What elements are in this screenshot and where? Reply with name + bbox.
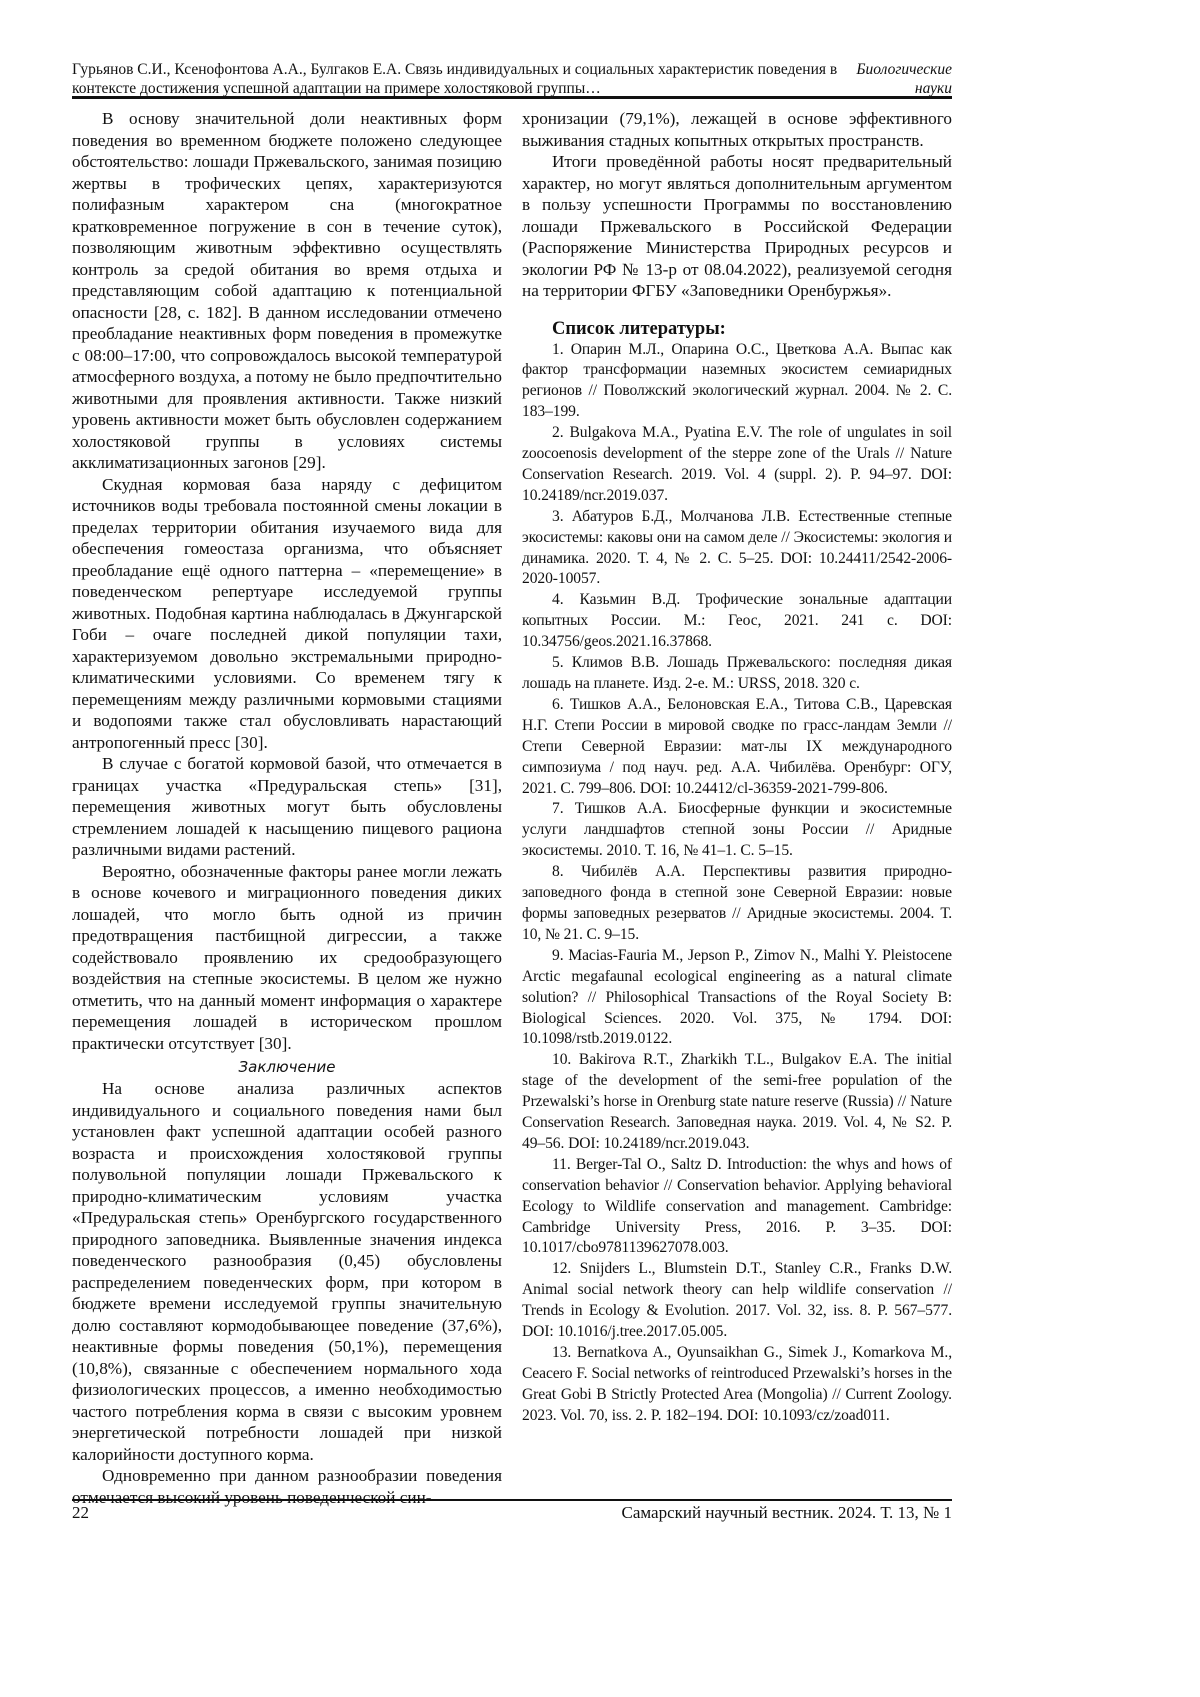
- reference-item: 10. Bakirova R.T., Zharkikh T.L., Bulgakov E.A. The initial stage of the development of the semi-free population of the Przewalski’s horse in Orenburg state nature reserve (Russia) // Nature Conservation Research. Заповедная наука. 2019. Vol. 4, № S2. P. 49–56. DOI: 10.24189/ncr.2019.043.: [522, 1050, 952, 1155]
- body-paragraph: Скудная кормовая база наряду с дефицитом источников воды требовала постоянной смены локации в пределах территории обитания изучаемого вида для обеспечения гомеостаза организма, что объясняет преобладание ещё одного паттерна – «перемещение» в поведенческом репертуаре исследуемой группы животных. Подобная картина наблюдалась в Джунгарской Гоби – очаге последней дикой популяции тахи, характеризуемом довольно экстремальными природно-климатическими условиями. Со временем тягу к перемещениям между различными кормовыми стациями и водопоями также стал обусловливать нарастающий антропогенный пресс [30].: [72, 474, 502, 754]
- body-paragraph: В случае с богатой кормовой базой, что отмечается в границах участка «Предуральская степь» [31], перемещения животных могут быть обусловлены стремлением лошадей к насыщению пищевого рациона различными видами растений.: [72, 753, 502, 861]
- references-heading: Список литературы:: [552, 318, 952, 340]
- page-number: 22: [72, 1503, 89, 1523]
- body-paragraph: На основе анализа различных аспектов индивидуального и социального поведения нами был установлен факт успешной адаптации особей разного возраста и происхождения холостяковой группы полувольной популяции лошади Пржевальского к природно-климатическим условиям участка «Предуральская степь» Оренбургского государственного природного заповедника. Выявленные значения индекса поведенческого разнообразия (0,45) обусловлены распределением поведенческих форм, при котором в бюджете времени исследуемой группы значительную долю составляют кормодобывающее поведение (37,6%), неактивные формы поведения (50,1%), перемещения (10,8%), связанные с обеспечением нормального хода физиологических процессов, а именно необходимостью частого потребления корма в связи с высоким уровнем энергетической потребности лошадей при низкой калорийности доступного корма.: [72, 1078, 502, 1465]
- footer-rule: [72, 1499, 952, 1501]
- references-list: [522, 340, 952, 1427]
- header-section: Биологические науки: [832, 60, 952, 98]
- reference-item: 6. Тишков А.А., Белоновская Е.А., Титова С.В., Царевская Н.Г. Степи России в мировой сводке по грасс-ландам Земли // Степи Северной Евразии: мат-лы IX международного симпозиума / под науч. ред. А.А. Чибилёва. Оренбург: ОГУ, 2021. С. 799–806. DOI: 10.24412/cl-36359-2021-799-806.: [522, 695, 952, 800]
- reference-item: 13. Bernatkova A., Oyunsaikhan G., Simek J., Komarkova M., Ceacero F. Social networks of reintroduced Przewalski’s horses in the Great Gobi B Strictly Protected Area (Mongolia) // Current Zoology. 2023. Vol. 70, iss. 2. P. 182–194. DOI: 10.1093/cz/zoad011.: [522, 1343, 952, 1427]
- right-column: [522, 108, 952, 1427]
- body-paragraph: Одновременно при данном разнообразии поведения отмечается высокий уровень поведенческой син-: [72, 1465, 502, 1508]
- reference-item: 5. Климов В.В. Лошадь Пржевальского: последняя дикая лошадь на планете. Изд. 2-е. М.: URSS, 2018. 320 с.: [522, 653, 952, 695]
- reference-item: 11. Berger-Tal O., Saltz D. Introduction: the whys and hows of conservation behavior // Conservation behavior. Applying behavioral Ecology to Wildlife conservation and management. Cambridge: Cambridge University Press, 2016. P. 3–35. DOI: 10.1017/cbo9781139627078.003.: [522, 1155, 952, 1260]
- reference-item: 1. Опарин М.Л., Опарина О.С., Цветкова А.А. Выпас как фактор трансформации наземных экосистем семиаридных регионов // Поволжский экологический журнал. 2004. № 2. С. 183–199.: [522, 340, 952, 424]
- body-paragraph: хронизации (79,1%), лежащей в основе эффективного выживания стадных копытных открытых пространств.: [522, 108, 952, 151]
- reference-item: 4. Казьмин В.Д. Трофические зональные адаптации копытных России. М.: Геос, 2021. 241 с. DOI: 10.34756/geos.2021.16.37868.: [522, 590, 952, 653]
- header-rule: [72, 96, 952, 99]
- journal-info: Самарский научный вестник. 2024. Т. 13, № 1: [622, 1503, 953, 1523]
- reference-item: 7. Тишков А.А. Биосферные функции и экосистемные услуги ландшафтов степной зоны России // Аридные экосистемы. 2010. Т. 16, № 41–1. С. 5–15.: [522, 799, 952, 862]
- body-paragraph: В основу значительной доли неактивных форм поведения во временном бюджете положено следующее обстоятельство: лошади Пржевальского, занимая позицию жертвы в трофических цепях, характеризуются полифазным характером сна (многократное кратковременное погружение в сон в течение суток), позволяющим животным эффективно осуществлять контроль за средой обитания во время отдыха и представляющим собой адаптацию к потенциальной опасности [28, с. 182]. В данном исследовании отмечено преобладание неактивных форм поведения в промежутке с 08:00–17:00, что сопровождалось высокой температурой атмосферного воздуха, а потому не было предпочтительно животными для проявления активности. Также низкий уровень активности может быть обусловлен содержанием холостяковой группы в условиях системы акклиматизационных загонов [29].: [72, 108, 502, 474]
- body-paragraph: Вероятно, обозначенные факторы ранее могли лежать в основе кочевого и миграционного поведения диких лошадей, что могло быть одной из причин предотвращения пастбищной дигрессии, а также содействовало проявлению их средообразующего воздействия на степные экосистемы. В целом же нужно отметить, что на данный момент информация о характере перемещения лошадей в историческом прошлом практически отсутствует [30].: [72, 861, 502, 1055]
- reference-item: 9. Macias-Fauria M., Jepson P., Zimov N., Malhi Y. Pleistocene Arctic megafaunal ecological engineering as a natural climate solution? // Philosophical Transactions of the Royal Society B: Biological Sciences. 2020. Vol. 375, № 1794. DOI: 10.1098/rstb.2019.0122.: [522, 946, 952, 1051]
- reference-item: 12. Snijders L., Blumstein D.T., Stanley C.R., Franks D.W. Animal social network theory can help wildlife conservation // Trends in Ecology & Evolution. 2017. Vol. 32, iss. 8. P. 567–577. DOI: 10.1016/j.tree.2017.05.005.: [522, 1259, 952, 1343]
- reference-item: 2. Bulgakova M.A., Pyatina E.V. The role of ungulates in soil zoocoenosis development of the steppe zone of the Urals // Nature Conservation Research. 2019. Vol. 4 (suppl. 2). P. 94–97. DOI: 10.24189/ncr.2019.037.: [522, 423, 952, 507]
- left-column: [72, 108, 502, 1508]
- header-citation: Гурьянов С.И., Ксенофонтова А.А., Булгаков Е.А. Связь индивидуальных и социальных характеристик поведения в контексте достижения успешной адаптации на примере холостяковой группы…: [72, 60, 842, 98]
- body-paragraph: Итоги проведённой работы носят предварительный характер, но могут являться дополнительным аргументом в пользу успешности Программы по восстановлению лошади Пржевальского в Российской Федерации (Распоряжение Министерства Природных ресурсов и экологии РФ № 13-р от 08.04.2022), реализуемой сегодня на территории ФГБУ «Заповедники Оренбуржья».: [522, 151, 952, 302]
- reference-item: 8. Чибилёв А.А. Перспективы развития природно-заповедного фонда в степной зоне Северной Евразии: новые формы заповедных резерватов // Аридные экосистемы. 2004. Т. 10, № 21. С. 9–15.: [522, 862, 952, 946]
- reference-item: 3. Абатуров Б.Д., Молчанова Л.В. Естественные степные экосистемы: каковы они на самом деле // Экосистемы: экология и динамика. 2020. Т. 4, № 2. С. 5–25. DOI: 10.24411/2542-2006-2020-10057.: [522, 507, 952, 591]
- conclusion-heading: Заключение: [72, 1056, 502, 1078]
